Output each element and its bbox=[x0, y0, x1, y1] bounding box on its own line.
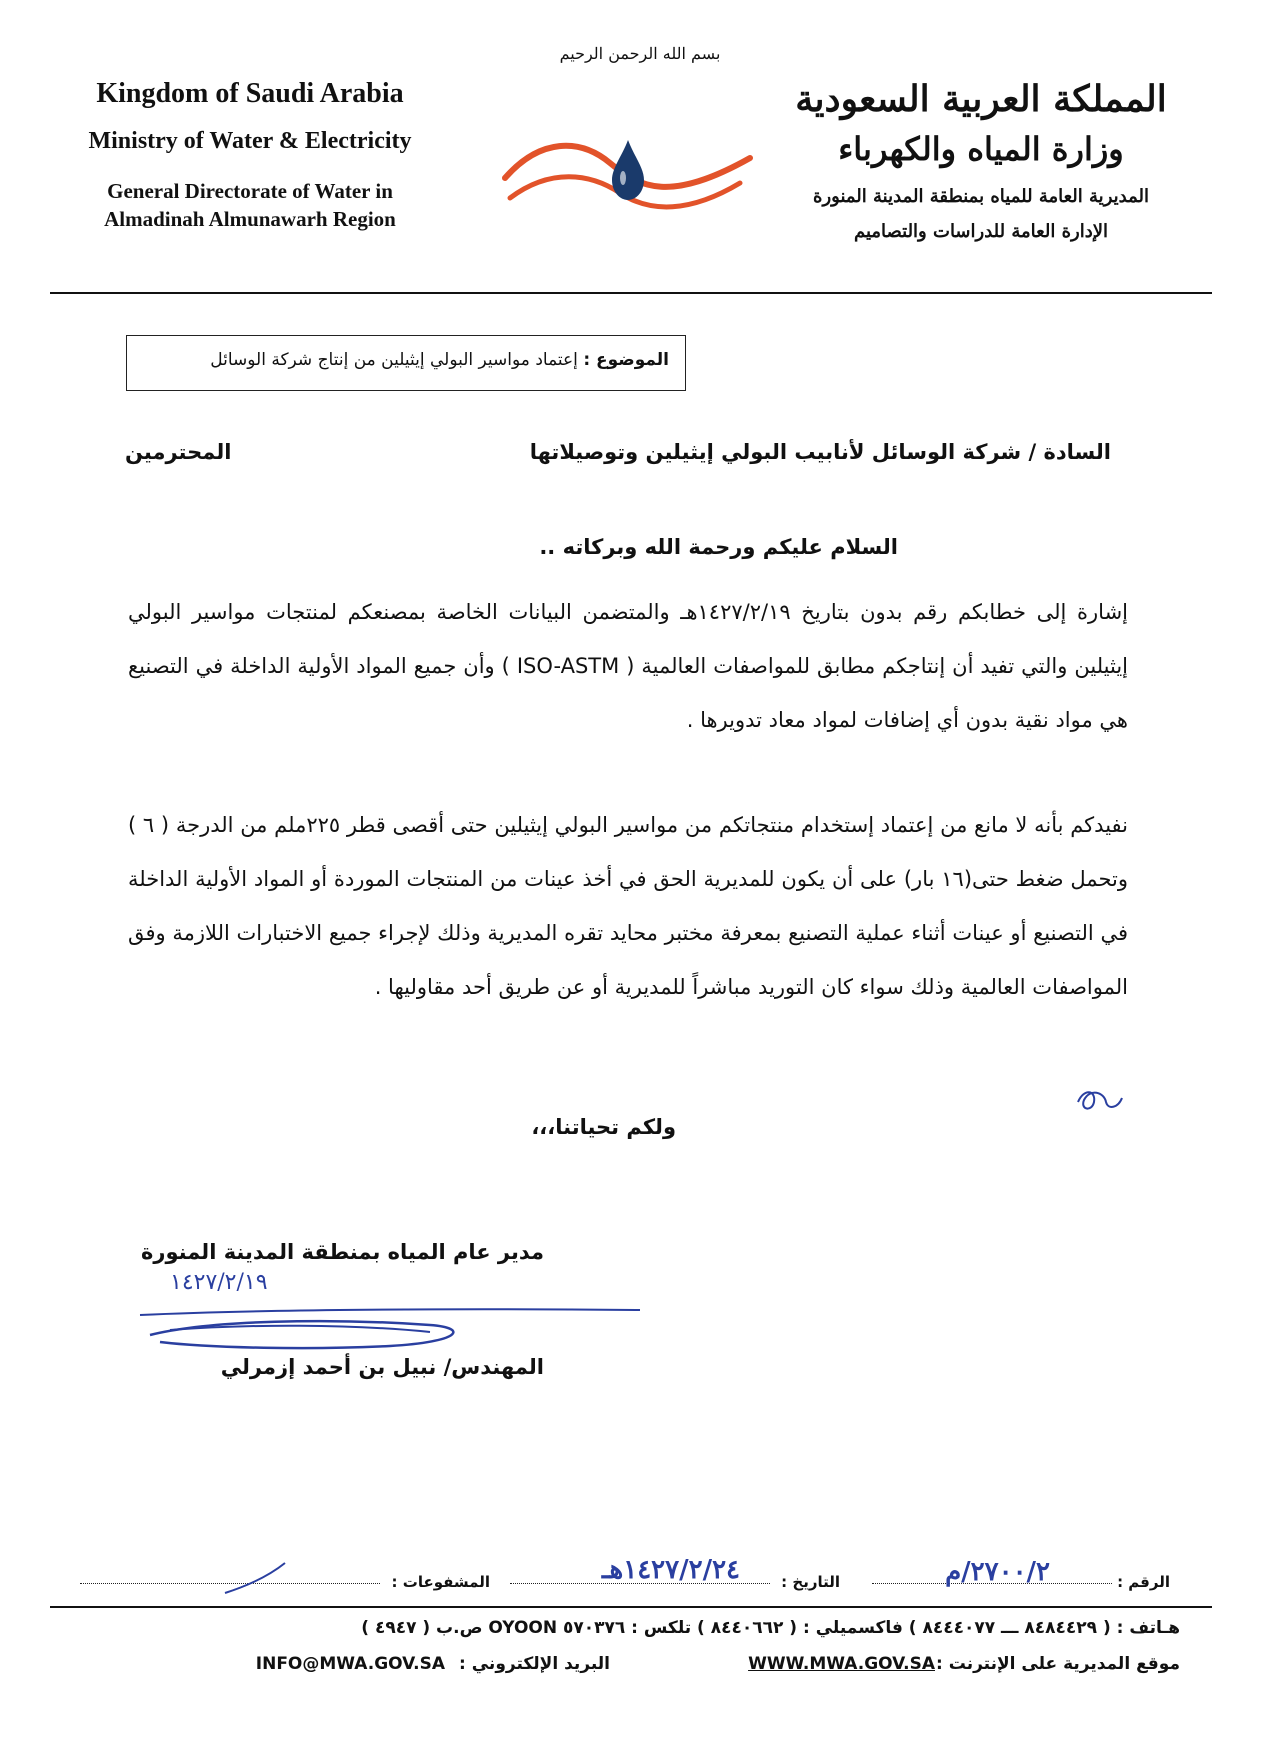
english-directorate-line1: General Directorate of Water in bbox=[107, 179, 393, 203]
signature-date: ١٤٢٧/٢/١٩ bbox=[170, 1270, 268, 1295]
subject-box bbox=[126, 335, 686, 391]
subject-text: إعتماد مواسير البولي إيثيلين من إنتاج شركة الوسائل bbox=[210, 350, 578, 370]
english-ministry: Ministry of Water & Electricity bbox=[88, 128, 412, 154]
email-link[interactable]: INFO@MWA.GOV.SA bbox=[255, 1654, 445, 1674]
paragraph-1: إشارة إلى خطابكم رقم بدون بتاريخ ١٤٢٧/٢/١٩هـ والمتضمن البيانات الخاصة بمصنعكم لمنتجات مواسير البولي إيثيلين والتي تفيد أن إنتاجكم مطابق للمواصفات العالمية ( ISO-ASTM ) وأن جميع المواد الأولية الداخلة في التصنيع هي مواد نقية بدون أي إضافات لمواد معاد تدويرها . bbox=[128, 600, 1128, 732]
signatory-title: مدير عام المياه بمنطقة المدينة المنورة bbox=[141, 1240, 544, 1264]
arabic-directorate: المديرية العامة للمياه بمنطقة المدينة المنورة bbox=[813, 186, 1149, 207]
number-value: ٢٧٠٠/٢/م bbox=[945, 1557, 1050, 1587]
attachments-stroke-mark bbox=[220, 1561, 290, 1597]
addressee: السادة / شركة الوسائل لأنابيب البولي إيثيلين وتوصيلاتها bbox=[529, 440, 1111, 464]
phone-fax-line: هـاتف : ( ٨٤٨٤٤٢٩ ـــ ٨٤٤٤٠٧٧ ) فاكسميلي : ( ٨٤٤٠٦٦٢ ) تلكس : ٥٧٠٣٧٦ OYOON ص.ب ( ٤٩٤٧ ) bbox=[361, 1618, 1180, 1638]
arabic-ministry: وزارة المياه والكهرباء bbox=[838, 130, 1124, 168]
english-letterhead bbox=[60, 78, 440, 233]
arabic-letterhead bbox=[766, 78, 1196, 242]
basmala: بسم الله الرحمن الرحيم bbox=[559, 44, 721, 63]
respect-phrase: المحترمين bbox=[125, 440, 232, 464]
subject-label: الموضوع : bbox=[583, 350, 669, 370]
ministry-logo-icon bbox=[500, 118, 760, 228]
date-label: التاريخ : bbox=[781, 1573, 840, 1591]
date-value: ١٤٢٧/٢/٢٤هـ bbox=[601, 1555, 740, 1585]
paragraph-2: نفيدكم بأنه لا مانع من إعتماد إستخدام منتجاتكم من مواسير البولي إيثيلين حتى أقصى قطر ٢٢٥ملم من الدرجة ( ٦ ) وتحمل ضغط حتى(١٦ بار) على أن يكون للمديرية الحق في أخذ عينات من المنتجات الموردة أو المواد الأولية الداخلة في التصنيع أو عينات أثناء عملية التصنيع بمعرفة مختبر محايد تقره المديرية وذلك لإجراء جميع الاختبارات اللازمة وفق المواصفات العالمية وذلك سواء كان التوريد مباشراً للمديرية أو عن طريق أحد مقاوليها . bbox=[128, 813, 1128, 999]
english-kingdom: Kingdom of Saudi Arabia bbox=[96, 78, 404, 109]
number-label: الرقم : bbox=[1117, 1573, 1170, 1591]
header-divider bbox=[50, 292, 1212, 294]
arabic-kingdom: المملكة العربية السعودية bbox=[795, 78, 1167, 120]
email-label: البريد الإلكتروني : bbox=[459, 1654, 610, 1674]
greeting: السلام عليكم ورحمة الله وبركاته .. bbox=[539, 535, 898, 559]
arabic-studies-dept: الإدارة العامة للدراسات والتصاميم bbox=[853, 221, 1108, 242]
website-label: موقع المديرية على الإنترنت : bbox=[936, 1654, 1180, 1674]
closing: ولكم تحياتنا،،، bbox=[531, 1115, 676, 1139]
signatory-name: المهندس/ نبيل بن أحمد إزمرلي bbox=[220, 1355, 544, 1379]
reference-fields bbox=[70, 1555, 1170, 1605]
website-link[interactable]: WWW.MWA.GOV.SA bbox=[748, 1654, 935, 1674]
footer-divider bbox=[50, 1606, 1212, 1608]
attachments-label: المشفوعات : bbox=[391, 1573, 490, 1591]
english-directorate-line2: Almadinah Almunawarh Region bbox=[104, 207, 396, 231]
initials-mark bbox=[1070, 1080, 1140, 1120]
